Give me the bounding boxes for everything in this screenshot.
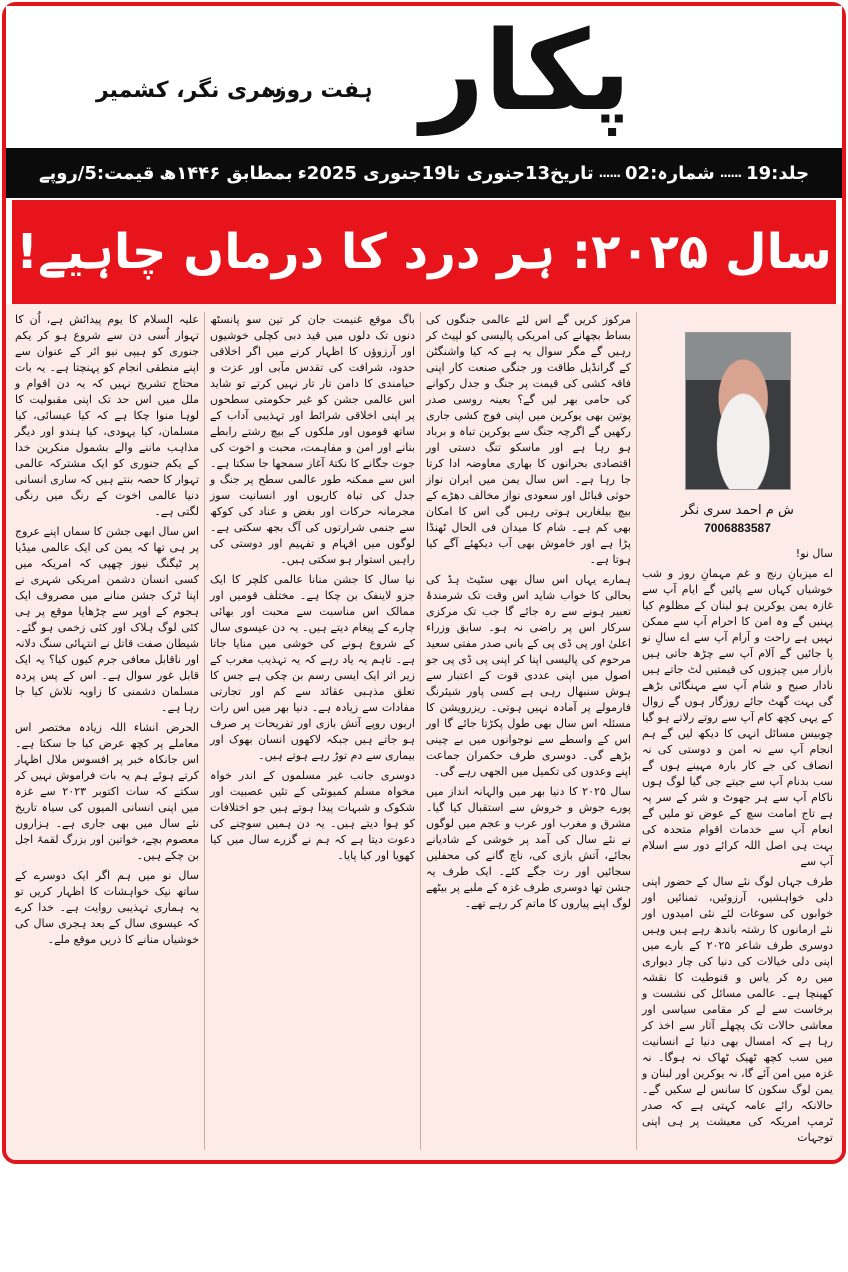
- article-body: [6, 304, 842, 1160]
- logo-title: پکار: [421, 7, 631, 135]
- paragraph: طرف جہاں لوگ نئے سال کے حضور اپنی دلی خواہشیں، آرزوئیں، تمنائیں اور خوابوں کی سوغات لئے نئی امیدوں اور نئے ارمانوں کا رشتہ باندھ رہے ہیں وہیں دوسری طرف شاعر ۲۰۲۵ کے بارے میں اپنی دلی خیالات کی دنیا کی چار دیواری میں رہ کر یاس و قنوطیت کا نقشہ کھینچا ہے۔ عالمی مسائل کی نشست و برخاست سے لے کر مقامی سیاسی اور معاشی حالات تک پچھلے آثار سے اخذ کر رہا ہے کہ امسال بھی دنیا ئے انسانیت میں سب کچھ ٹھیک ٹھاک نہ ہوگا۔ نہ غزہ میں امن آئے گا، نہ یوکرین اور لبنان و یمن لوگ سکون کا سانس لے سکیں گے۔ حالانکہ رائے عامہ کہتی ہے کہ صدر ٹرمپ امریکہ کی معیشت پر ہی اپنی توجہات: [642, 875, 833, 1144]
- issue-number: شمارہ:02: [625, 162, 715, 184]
- author-phone: 7006883587: [704, 521, 771, 535]
- column-3: [204, 312, 420, 1150]
- poem-title: سال نو!: [795, 547, 833, 560]
- author-photo: [685, 332, 791, 490]
- paragraph: باگ موقع غنیمت جان کر تین سو پانسٹھ دنوں تک دلوں میں قید دبی کچلی خوشیوں اور آرزوؤں کا اظہار کرنے میں اگر اخلاقی حدود، شرافت کی تقدس مآبی اور عزت و حیامندی کا دامن تار تار نہیں کرتے تو شاید اس عالمی جشن کو غیر حکومتی سطحوں پر اپنی اخلاقی شرائط اور تہذیبی آداب کے ساتھ قوموں اور ملکوں کے بیچ رشتے رابطے بنانے اور امن و مفاہمت، محبت و اخوت کی جوت جگانے کا نکتۂ آغاز سمجھا جا سکتا ہے۔ اس سے ممکنہ طور عالمی سطح پر جنگ و جدل کی تباہ کاریوں اور انسانیت سوز مجرمانہ حرکات اور بغض و عناد کی کوکھ سے جنمی شرارتوں کی آگ بجھ سکتی ہے۔ لوگوں میں افہام و تفہیم اور دوستی کی راہیں استوار ہو سکتی ہیں۔: [210, 313, 415, 566]
- paragraph: نیا سال کا جشن منانا عالمی کلچر کا ایک جزو لاینفک بن چکا ہے۔ مختلف قومیں اور ممالک اس مناسبت سے محبت اور بھائی چارے کے پیغام دیتے ہیں۔ یہ دن عیسوی سال کے شروع ہونے کی خوشی میں منایا جاتا ہے۔ تاہم یہ یاد رہے کہ یہ تہذیب مغرب کے زیر اثر ایک ایسی رسم بن چکی ہے جس کا تعلق مذہبی عقائد سے کم اور تجارتی مفادات سے زیادہ ہے۔ دنیا بھر میں اس رات اربوں روپے آتش بازی اور تفریحات پر صرف ہو جاتے ہیں جبکہ لاکھوں انسان بھوک اور بیماری سے دم توڑ رہے ہوتے ہیں۔: [210, 573, 415, 762]
- column-4: [10, 312, 204, 1150]
- paragraph: مرکوز کریں گے اس لئے عالمی جنگوں کی بساط بچھانے کی امریکی پالیسی کو لپیٹ کر رہیں گے مگر سوال یہ ہے کہ کیا واشنگٹن کے گرانڈیل طاقت ور جنگی صنعت کار اپنی فاقہ کشی کی قیمت پر جنگ و جدل رکوانے کی حامی بھر لیں گے؟ بعینہ روسی صدر پوتین بھی یوکرین میں اپنی فوج کشی جاری رکھیں گے اگرچہ جنگ سے یوکرین تباہ و برباد ہو رہا ہے اور ماسکو تنگ دستی اور اقتصادی بحرانوں کا بھاری معاوضہ ادا کرتا جا رہا ہے۔ اس سال یمن میں ایران نواز حوثی قبائل اور سعودی نواز مخالف دھڑے کے بیچ بیلغاریں ہوتی رہیں گی اس کا امکان بھی کم ہے۔ شام کا میدان فی الحال ٹھنڈا پڑا ہے اور خاموش بھی آب دیکھئے آگے کیا ہوتا ہے۔: [426, 313, 631, 566]
- poem-text: اے میزبانِ رنج و غم مہمانِ روز و شب خوشیاں کہاں سے پائیں گے ایام آپ سے غازہ یمن یوکرین ہو لبنان کے مظلوم کیا پہنیں گے وہ امن کا احرام آپ سے ممکن نہیں ہے راحت و آرام آپ سے اے سالِ نو پا جائیں گے آلام آپ سے چڑھ جاتی ہیں بازار میں چیزوں کی قیمتیں لٹ جاتے ہیں نادار صبح و شام آپ سے مہنگائی بڑھے گی بہت گھٹ جائے روزگار ہوں گے زوال کے یہی کچھ کام آپ سے روتے رلاتے ہو گیا چوبیس مسائل انہی کا دیکھ لیں گے ہم انجام آپ سے نہ امن و دوستی کی نہ انصاف کی جے کار بارہ مہینے ہوں گے سب بدنام آپ سے جیتے جی گیا لوگ ہوں ناکام آپ سے ہر جھوٹ و شر کے سر پہ ہے تاج امامت سچ کے عوض تو ملیں گے انعام آپ سے خدمات اقوام متحدہ کی بہت ہی اصل اللہ کرائے دور سے اسلام آپ سے: [642, 567, 833, 868]
- paragraph: الحرض انشاء اللہ زیادہ مختصر اس معاملے پر کچھ عرض کیا جا سکتا ہے۔ اس جانکاہ خبر پر افسوس ملال اظہار کرتے ہوئے ہم یہ بات فراموش نہیں کر سکتے کہ سات اکتوبر ۲۰۲۳ سے غزہ میں اپنی انسانی المیوں کی سیاہ تاریخ نئے سال میں بھی جاری ہے۔ ہزاروں معصوم بچے، خواتین اور بزرگ لقمۂ اجل بن چکے ہیں۔: [15, 721, 199, 862]
- newspaper-page: [2, 2, 846, 1164]
- author-name: ش م احمد سری نگر: [681, 503, 794, 518]
- paragraph: سال ۲۰۲۵ کا دنیا بھر میں والہانہ انداز میں پورے جوش و خروش سے استقبال کیا گیا۔ مشرق و مغرب اور عرب و عجم میں لوگوں نے نئے سال کی آمد پر خوشی کے شادیانے بجائے، آتش بازی کی، ناچ گانے کی محفلیں سجائیں اور رت جگے کئے۔ ایک طرف یہ جشن تھا دوسری طرف غزہ کے ملبے پر بیٹھے لوگ اپنے پیاروں کا ماتم کر رہے تھے۔: [426, 785, 631, 910]
- paragraph: دوسری جانب غیر مسلموں کے اندر خواہ مخواہ مسلم کمیونٹی کے تئیں عصبیت اور شکوک و شبہات پیدا ہوتے ہیں جو اختلافات کو ہوا دیتے ہیں۔ یہ دن ہمیں سوچنے کی دعوت دیتا ہے کہ ہم نے گزرے سال میں کیا کھویا اور کیا پایا۔: [210, 769, 415, 862]
- city-label: سری نگر، کشمیر: [96, 78, 283, 103]
- price: قیمت:5/روپے: [38, 162, 155, 184]
- date-range: تاریخ13جنوری تا19جنوری 2025ء: [297, 162, 594, 184]
- separator: ......: [598, 166, 620, 180]
- separator: ......: [719, 166, 742, 180]
- paragraph: علیہ السلام کا یوم پیدائش ہے، اُن کا تہوار اُسی دن سے شروع ہو کر یکم جنوری کو ہیپی نیو ائر کے عنوان سے اپنے منطقی انجام کو پہنچتا ہے۔ یہ بات محتاج تشریح نہیں کہ یہ دن اقوام و ملل میں اس حد تک اپنی مقبولیت کا لوہا منوا چکا ہے کہ کیا عیسائی، کیا مسلمان، کیا یہودی، کیا ہندو اور دیگر مذاہب ماننے والے بشمول منکرین خدا کے یکم جنوری کو ایک مشترکہ عالمی تہوار کا حصہ بنتے ہیں کہ ساری انسانی دنیا عالمی اخوت کے رنگ میں رنگی لگتی ہے۔: [15, 313, 199, 518]
- paragraph: اس سال ابھی جشن کا سماں اپنے عروج پر ہی تھا کہ یمن کی ایک عالمی میڈیا پر ٹیگنگ نیوز چھپی کہ امریکہ میں کسی انسان دشمن امریکی شہری نے اپنا ٹرک جشن منانے میں مصروف ایک ہجوم کے اوپر سے چڑھایا موقع پر ہی کئی لوگ ہلاک اور کئی زخمی ہو گئے۔ شیطان صفت قاتل نے انتہائی سنگ دلانہ اور ناقابل معافی جرم کیوں کیا؟ یہ ایک قابل غور سوال ہے۔ اس کے پس پردہ مسلمان دشمنی کا زاویہ تلاش کیا جا رہا ہے۔: [15, 525, 199, 714]
- headline: سال ۲۰۲۵: ہر درد کا درماں چاہیے!: [16, 224, 832, 280]
- paragraph: ہمارے یہاں اس سال بھی سٹیٹ ہڈ کی بحالی کا خواب شاید اس وقت تک شرمندۂ تعبیر ہونے سے رہ جائے گا جب تک مرکزی سرکار اس پر راضی نہ ہو۔ سابق وزراء اعلیٰ اور پی ڈی پی کے بانی صدر مفتی سعید مرحوم کی پالیسی اپنا کر اپنی پی ڈی پی جو اصول میں اپنی عددی قوت کے اعتبار سے ہوش سنبھال رہی ہے کسی پاور شیئرنگ فارمولے پر آمادہ نہیں ہوتی۔ ریزرویشن کا مسئلہ اس سال بھی طول پکڑتا جائے گا اور اس کے واسطے سے نوجوانوں میں بے چینی بڑھے گی۔ دوسری طرف حکمران جماعت اپنے وعدوں کی تکمیل میں الجھی رہے گی۔: [426, 573, 631, 778]
- weekly-label: ہفت روزہ: [261, 78, 373, 103]
- column-2: [420, 312, 636, 1150]
- hijri-date: بمطابق ۱۴۴۶ھ: [159, 162, 293, 184]
- column-1: [636, 312, 838, 1150]
- masthead: [6, 6, 842, 148]
- issue-info-strip: [6, 148, 842, 198]
- headline-banner: [12, 200, 836, 304]
- paragraph: سال نو میں ہم اگر ایک دوسرے کے ساتھ نیک خواہشات کا اظہار کریں تو یہ ہماری تہذیبی روایت ہے۔ خدا کرے کہ عیسوی سال کے بعد ہجری سال کی خوشیاں منانے کا ذریں موقع ملے۔: [15, 869, 199, 946]
- volume: جلد:19: [746, 162, 810, 184]
